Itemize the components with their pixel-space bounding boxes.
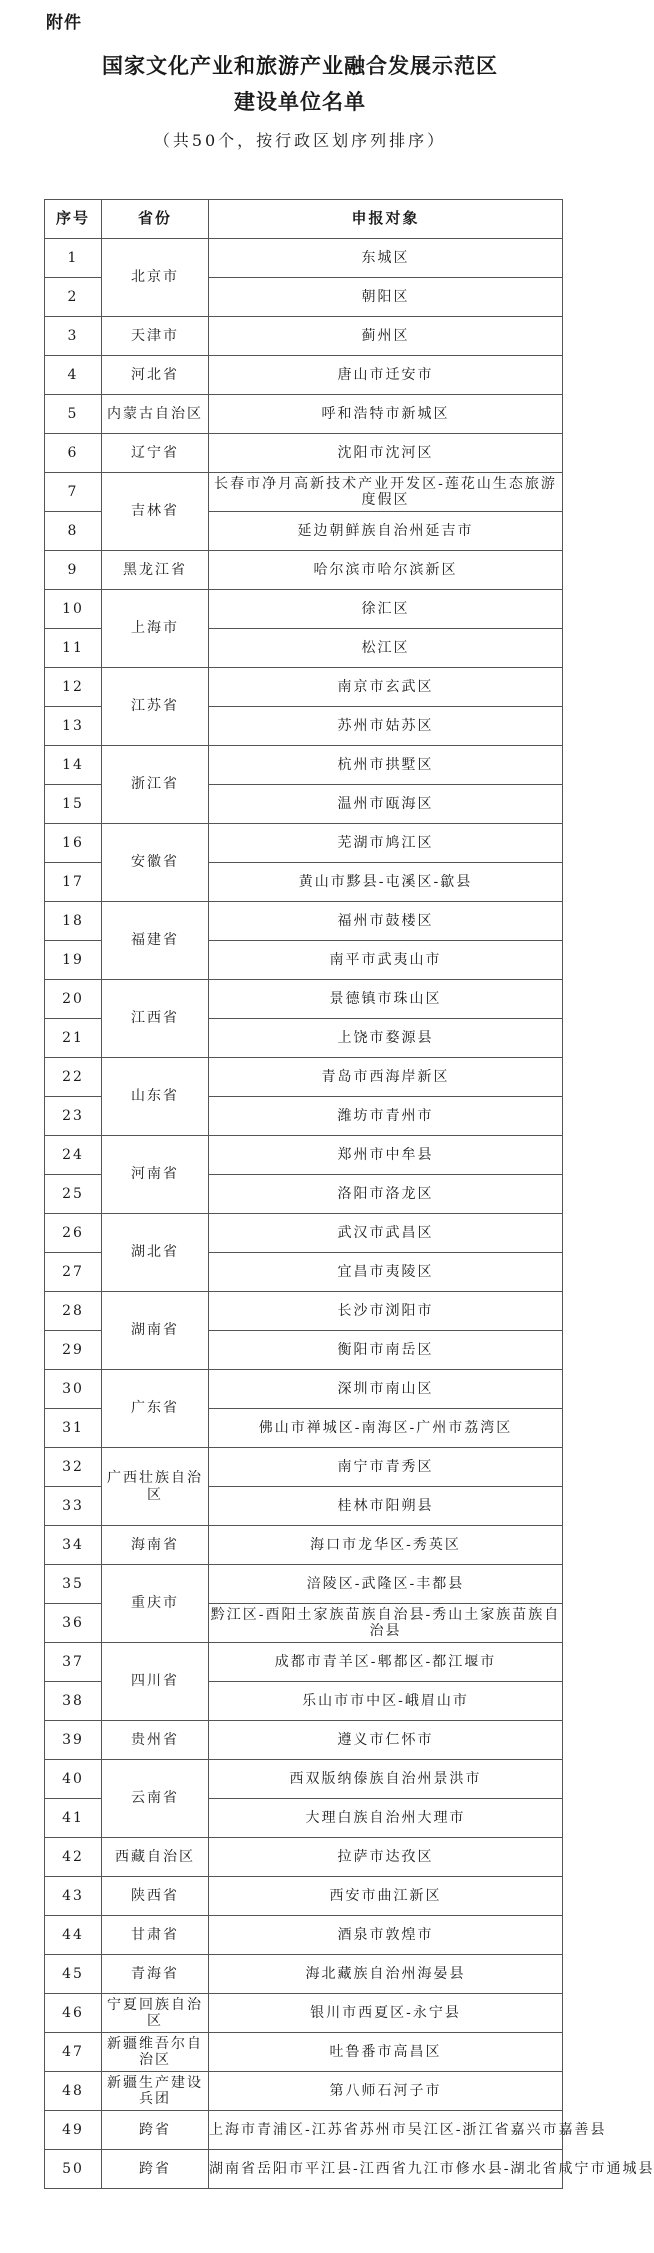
row-index: 24 [45,1136,102,1175]
row-index: 28 [45,1292,102,1331]
row-index: 22 [45,1058,102,1097]
table-row [45,2072,563,2111]
applicant-cell: 拉萨市达孜区 [209,1838,563,1877]
applicant-cell: 延边朝鲜族自治州延吉市 [209,512,563,551]
applicant-cell: 青岛市西海岸新区 [209,1058,563,1097]
demo-zone-table [44,199,654,2189]
applicant-cell: 宜昌市夷陵区 [209,1253,563,1292]
applicant-cell: 哈尔滨市哈尔滨新区 [209,551,563,590]
table-row [45,1370,563,1409]
applicant-cell: 遵义市仁怀市 [209,1721,563,1760]
applicant-cell: 徐汇区 [209,590,563,629]
table-row [45,668,563,707]
province-cell: 山东省 [102,1058,209,1136]
row-index: 41 [45,1799,102,1838]
applicant-cell: 上饶市婺源县 [209,1019,563,1058]
row-index: 46 [45,1994,102,2033]
row-index: 40 [45,1760,102,1799]
row-index: 6 [45,434,102,473]
province-cell: 新疆生产建设兵团 [102,2072,209,2111]
applicant-cell: 涪陵区-武隆区-丰都县 [209,1565,563,1604]
province-cell: 天津市 [102,317,209,356]
table-row [45,1955,563,1994]
document-title: 国家文化产业和旅游产业融合发展示范区 [102,54,498,78]
table-row [45,902,563,941]
province-cell: 湖南省 [102,1292,209,1370]
applicant-cell: 朝阳区 [209,278,563,317]
row-index: 35 [45,1565,102,1604]
row-index: 42 [45,1838,102,1877]
applicant-cell: 福州市鼓楼区 [209,902,563,941]
applicant-cell: 海北藏族自治州海晏县 [209,1955,563,1994]
province-cell: 江西省 [102,980,209,1058]
table-row [45,239,563,278]
province-cell: 四川省 [102,1643,209,1721]
applicant-cell: 湖南省岳阳市平江县-江西省九江市修水县-湖北省咸宁市通城县 [209,2150,563,2189]
row-index: 38 [45,1682,102,1721]
table-row [45,395,563,434]
row-index: 31 [45,1409,102,1448]
province-cell: 河北省 [102,356,209,395]
applicant-cell: 深圳市南山区 [209,1370,563,1409]
table-row [45,1838,563,1877]
table-row [45,1565,563,1604]
province-cell: 海南省 [102,1526,209,1565]
province-cell: 重庆市 [102,1565,209,1643]
row-index: 5 [45,395,102,434]
row-index: 12 [45,668,102,707]
row-index: 37 [45,1643,102,1682]
province-cell: 跨省 [102,2150,209,2189]
row-index: 43 [45,1877,102,1916]
province-cell: 西藏自治区 [102,1838,209,1877]
row-index: 14 [45,746,102,785]
table-row [45,356,563,395]
applicant-cell: 长春市净月高新技术产业开发区-莲花山生态旅游度假区 [209,473,563,512]
table-row [45,1214,563,1253]
applicant-cell: 温州市瓯海区 [209,785,563,824]
row-index: 10 [45,590,102,629]
table-body [45,239,654,2189]
applicant-cell: 西双版纳傣族自治州景洪市 [209,1760,563,1799]
header-province: 省份 [102,200,209,239]
row-index: 27 [45,1253,102,1292]
row-index: 16 [45,824,102,863]
province-cell: 江苏省 [102,668,209,746]
document-title-line2: 建设单位名单 [234,90,366,114]
header-index: 序号 [45,200,102,239]
applicant-cell: 第八师石河子市 [209,2072,563,2111]
province-cell: 浙江省 [102,746,209,824]
applicant-cell: 呼和浩特市新城区 [209,395,563,434]
row-index: 23 [45,1097,102,1136]
applicant-cell: 乐山市市中区-峨眉山市 [209,1682,563,1721]
province-cell: 安徽省 [102,824,209,902]
province-cell: 云南省 [102,1760,209,1838]
row-index: 50 [45,2150,102,2189]
applicant-cell: 黄山市黟县-屯溪区-歙县 [209,863,563,902]
row-index: 29 [45,1331,102,1370]
table-row [45,1877,563,1916]
table-row [45,2150,563,2189]
table-row [45,1994,563,2033]
applicant-cell: 吐鲁番市高昌区 [209,2033,563,2072]
row-index: 48 [45,2072,102,2111]
row-index: 44 [45,1916,102,1955]
province-cell: 辽宁省 [102,434,209,473]
applicant-cell: 海口市龙华区-秀英区 [209,1526,563,1565]
applicant-cell: 南宁市青秀区 [209,1448,563,1487]
table-row [45,473,563,512]
row-index: 30 [45,1370,102,1409]
province-cell: 青海省 [102,1955,209,1994]
table-row [45,2111,563,2150]
table-row [45,1760,563,1799]
applicant-cell: 长沙市浏阳市 [209,1292,563,1331]
table-header-row [45,200,563,239]
province-cell: 新疆维吾尔自治区 [102,2033,209,2072]
applicant-cell: 松江区 [209,629,563,668]
applicant-cell: 佛山市禅城区-南海区-广州市荔湾区 [209,1409,563,1448]
applicant-cell: 芜湖市鸠江区 [209,824,563,863]
row-index: 17 [45,863,102,902]
table-row [45,1643,563,1682]
applicant-cell: 洛阳市洛龙区 [209,1175,563,1214]
row-index: 8 [45,512,102,551]
applicant-cell: 成都市青羊区-郫都区-都江堰市 [209,1643,563,1682]
row-index: 21 [45,1019,102,1058]
row-index: 20 [45,980,102,1019]
row-index: 34 [45,1526,102,1565]
province-cell: 宁夏回族自治区 [102,1994,209,2033]
applicant-cell: 景德镇市珠山区 [209,980,563,1019]
row-index: 32 [45,1448,102,1487]
table-row [45,1058,563,1097]
row-index: 18 [45,902,102,941]
applicant-cell: 杭州市拱墅区 [209,746,563,785]
table-row [45,746,563,785]
applicant-cell: 酒泉市敦煌市 [209,1916,563,1955]
province-cell: 内蒙古自治区 [102,395,209,434]
table-row [45,1526,563,1565]
applicant-cell: 银川市西夏区-永宁县 [209,1994,563,2033]
table-row [45,1721,563,1760]
table-row [45,1448,563,1487]
row-index: 39 [45,1721,102,1760]
province-cell: 贵州省 [102,1721,209,1760]
province-cell: 上海市 [102,590,209,668]
table-row [45,980,563,1019]
province-cell: 河南省 [102,1136,209,1214]
applicant-cell: 唐山市迁安市 [209,356,563,395]
row-index: 9 [45,551,102,590]
table-row [45,1916,563,1955]
row-index: 3 [45,317,102,356]
applicant-cell: 武汉市武昌区 [209,1214,563,1253]
table-row [45,824,563,863]
province-cell: 广东省 [102,1370,209,1448]
row-index: 36 [45,1604,102,1643]
applicant-cell: 郑州市中牟县 [209,1136,563,1175]
province-cell: 跨省 [102,2111,209,2150]
applicant-cell: 东城区 [209,239,563,278]
applicant-cell: 西安市曲江新区 [209,1877,563,1916]
row-index: 45 [45,1955,102,1994]
province-cell: 北京市 [102,239,209,317]
table-row [45,590,563,629]
table-row [45,434,563,473]
row-index: 33 [45,1487,102,1526]
table-row [45,2033,563,2072]
province-cell: 吉林省 [102,473,209,551]
table-row [45,317,563,356]
applicant-cell: 南京市玄武区 [209,668,563,707]
applicant-cell: 衡阳市南岳区 [209,1331,563,1370]
table-row [45,551,563,590]
applicant-cell: 桂林市阳朔县 [209,1487,563,1526]
applicant-cell: 蓟州区 [209,317,563,356]
header-applicant: 申报对象 [209,200,563,239]
row-index: 25 [45,1175,102,1214]
applicant-cell: 上海市青浦区-江苏省苏州市吴江区-浙江省嘉兴市嘉善县 [209,2111,563,2150]
row-index: 1 [45,239,102,278]
province-cell: 湖北省 [102,1214,209,1292]
province-cell: 陕西省 [102,1877,209,1916]
row-index: 13 [45,707,102,746]
applicant-cell: 南平市武夷山市 [209,941,563,980]
province-cell: 福建省 [102,902,209,980]
attachment-label: 附件 [46,13,82,33]
row-index: 49 [45,2111,102,2150]
row-index: 4 [45,356,102,395]
province-cell: 黑龙江省 [102,551,209,590]
table-row [45,1292,563,1331]
applicant-cell: 潍坊市青州市 [209,1097,563,1136]
province-cell: 广西壮族自治区 [102,1448,209,1526]
row-index: 15 [45,785,102,824]
row-index: 26 [45,1214,102,1253]
row-index: 19 [45,941,102,980]
applicant-cell: 黔江区-酉阳土家族苗族自治县-秀山土家族苗族自治县 [209,1604,563,1643]
applicant-cell: 沈阳市沈河区 [209,434,563,473]
table-row [45,1136,563,1175]
document-subtitle: （共50个，按行政区划序列排序） [153,131,447,150]
applicant-cell: 苏州市姑苏区 [209,707,563,746]
row-index: 7 [45,473,102,512]
row-index: 2 [45,278,102,317]
applicant-cell: 大理白族自治州大理市 [209,1799,563,1838]
row-index: 11 [45,629,102,668]
row-index: 47 [45,2033,102,2072]
province-cell: 甘肃省 [102,1916,209,1955]
